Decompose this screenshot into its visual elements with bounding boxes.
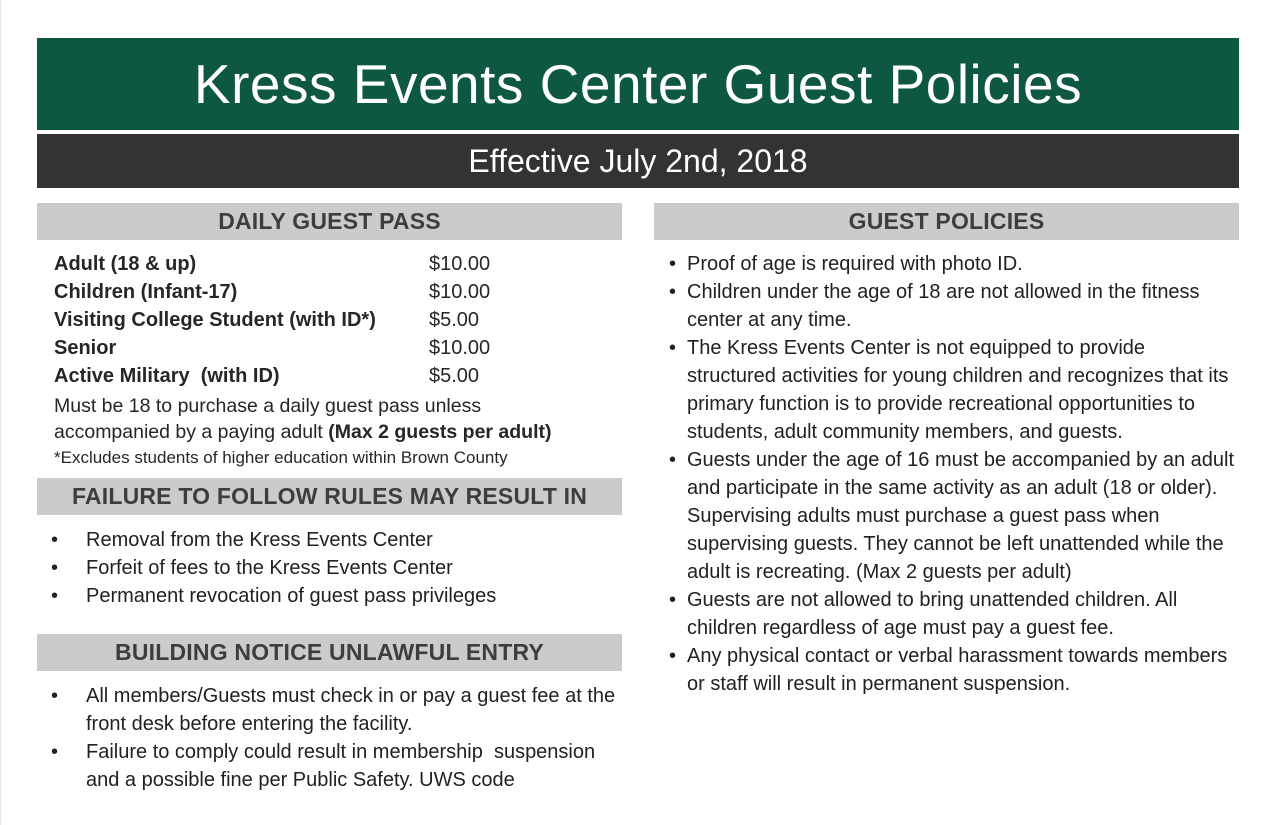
college-student-footnote: *Excludes students of higher education within Brown County: [54, 448, 508, 467]
purchase-note: [37, 393, 597, 445]
price-row: [54, 334, 622, 362]
section-header-label: BUILDING NOTICE UNLAWFUL ENTRY: [115, 639, 544, 665]
effective-date-banner: [37, 134, 1239, 188]
price-label: Active Military (with ID): [54, 364, 280, 387]
price-label: Visiting College Student (with ID*): [54, 308, 376, 331]
section-header-label: DAILY GUEST PASS: [218, 208, 441, 234]
price-label: Adult (18 & up): [54, 252, 197, 275]
price-label: Senior: [54, 336, 117, 359]
purchase-note-regular: Must be 18 to purchase a daily guest pass unless accompanied by a paying adult: [54, 395, 487, 443]
list-item: • Any physical contact or verbal harassment towards members or staff will result in permanent suspension.: [654, 642, 1239, 698]
building-notice-list: [37, 682, 622, 794]
content-columns: [37, 203, 1239, 794]
list-item: • Children under the age of 18 are not allowed in the fitness center at any time.: [654, 278, 1239, 334]
effective-date: Effective July 2nd, 2018: [468, 142, 808, 179]
guest-policies-list: [654, 250, 1239, 698]
section-header-building-notice: [37, 634, 622, 671]
list-item: • All members/Guests must check in or pay a guest fee at the front desk before entering the facility.: [37, 682, 622, 738]
list-item: • Forfeit of fees to the Kress Events Center: [37, 554, 622, 582]
list-item: • Removal from the Kress Events Center: [37, 526, 622, 554]
price-row: [54, 250, 622, 278]
price-label: Children (Infant-17): [54, 280, 238, 303]
price-value: $10.00: [429, 336, 491, 359]
price-row: [54, 362, 622, 390]
price-value: $5.00: [429, 364, 480, 387]
page-title: Kress Events Center Guest Policies: [193, 53, 1083, 115]
right-column: [654, 203, 1239, 794]
list-item: • Guests are not allowed to bring unattended children. All children regardless of age must pay a guest fee.: [654, 586, 1239, 642]
list-item: • Proof of age is required with photo ID.: [654, 250, 1239, 278]
left-column: [37, 203, 622, 794]
list-item: • Guests under the age of 16 must be accompanied by an adult and participate in the same activity as an adult (18 or older). Supervising adults must purchase a guest pass when supervising guests. They cannot be left unattended while the adult is recreating. (Max 2 guests per adult): [654, 446, 1239, 586]
price-row: [54, 278, 622, 306]
failure-consequences-list: [37, 526, 622, 610]
price-table: [37, 250, 622, 390]
section-header-label: FAILURE TO FOLLOW RULES MAY RESULT IN: [71, 483, 588, 509]
section-header-label: GUEST POLICIES: [848, 208, 1045, 234]
price-value: $5.00: [429, 308, 480, 331]
section-header-daily-guest-pass: [37, 203, 622, 240]
section-header-guest-policies: [654, 203, 1239, 240]
price-value: $10.00: [429, 252, 491, 275]
section-header-failure-rules: [37, 478, 622, 515]
price-value: $10.00: [429, 280, 491, 303]
purchase-note-bold: (Max 2 guests per adult): [328, 421, 552, 443]
list-item: • The Kress Events Center is not equipped to provide structured activities for young children and recognizes that its primary function is to provide recreational opportunities to students, adult community members, and guests.: [654, 334, 1239, 446]
price-row: [54, 306, 622, 334]
title-banner: [37, 38, 1239, 130]
list-item: • Permanent revocation of guest pass privileges: [37, 582, 622, 610]
list-item: • Failure to comply could result in membership suspension and a possible fine per Public Safety. UWS code: [37, 738, 622, 794]
